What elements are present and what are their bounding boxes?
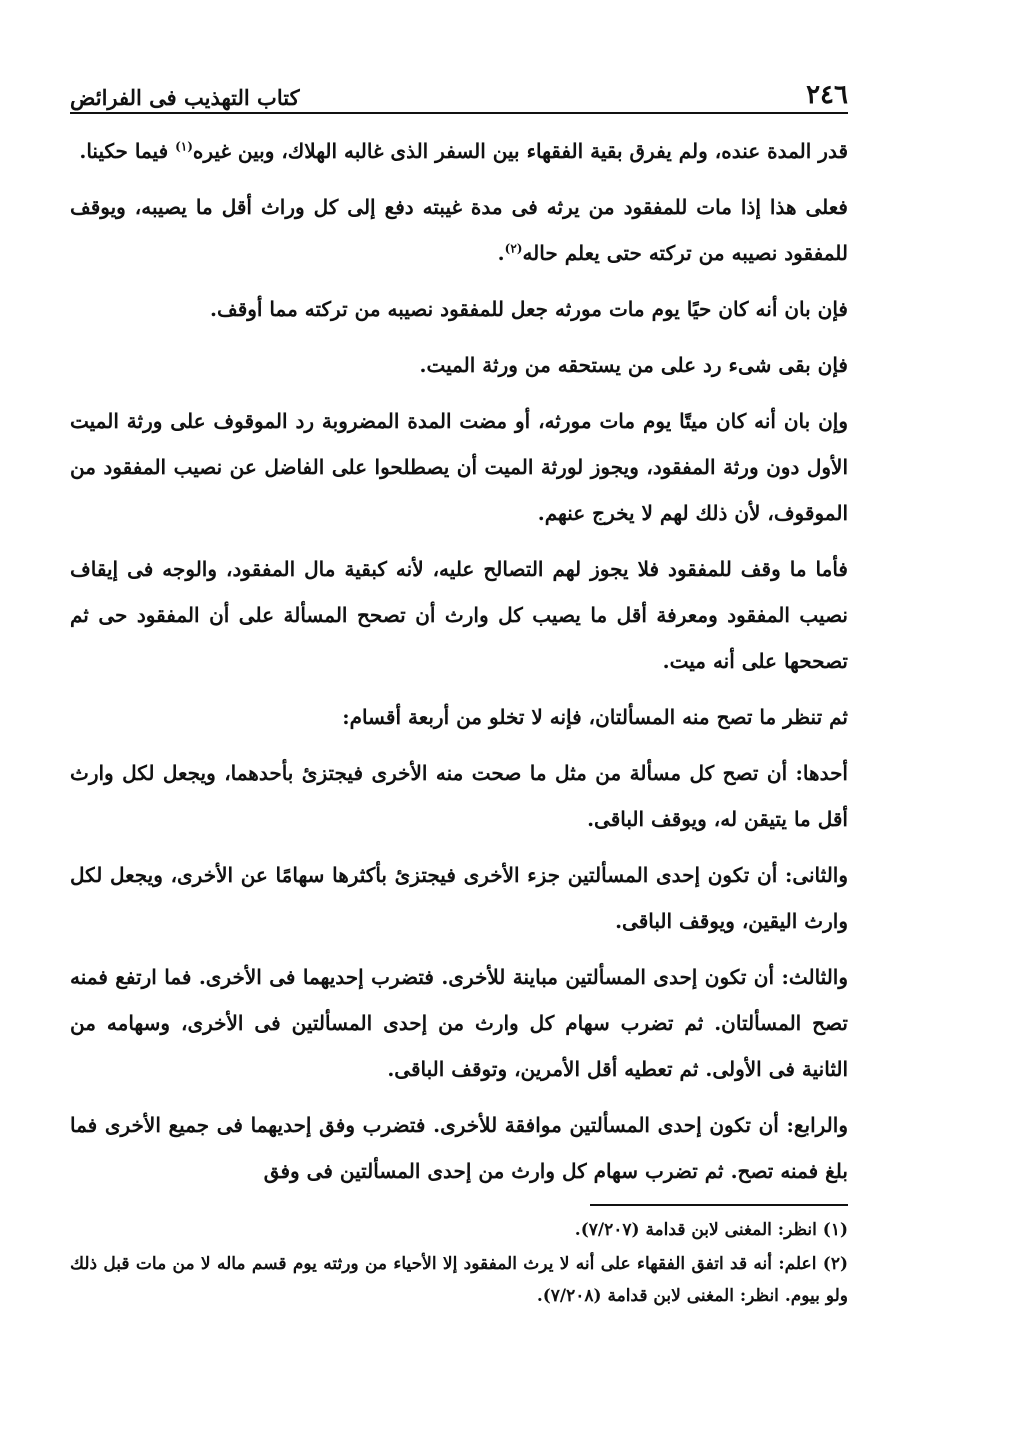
paragraph — [70, 342, 848, 388]
paragraph — [70, 546, 848, 684]
paragraph — [70, 954, 848, 1092]
paragraph — [70, 184, 848, 276]
footnote: (١) انظر: المغنى لابن قدامة (٧/٢٠٧). — [574, 1220, 848, 1240]
paragraph-text: ثم تنظر ما تصح منه المسألتان، فإنه لا تخلو من أربعة أقسام: — [342, 705, 848, 729]
footnotes — [70, 1214, 848, 1312]
footnote: (٢) اعلم: أنه قد اتفق الفقهاء على أنه لا يرث المفقود إلا الأحياء من ورثته يوم قسم ماله لا من مات قبل ذلك ولو بيوم. انظر: المغنى لابن قدامة (٧/٢٠٨). — [70, 1254, 848, 1306]
footnote-reference: (٢) — [504, 241, 523, 256]
paragraph — [70, 694, 848, 740]
paragraph-text: أن تكون إحدى المسألتين مباينة للأخرى. فتضرب إحديهما فى الأخرى. فما ارتفع فمنه تصح المسألتان. ثم تضرب سهام كل وارث من إحدى المسألتين فى الأخرى، وسهامه من الثانية فى الأولى. ثم تعطيه أقل الأمرين، وتوقف الباقى. — [70, 965, 848, 1081]
paragraph-lead: والثانى: — [777, 863, 848, 887]
footnote-reference: (١) — [175, 139, 193, 154]
page-number: ٢٤٦ — [806, 80, 848, 110]
paragraph — [70, 1102, 848, 1194]
footnote-divider — [590, 1204, 848, 1206]
paragraph-tail: . — [497, 241, 505, 265]
paragraph-text: فأما ما وقف للمفقود فلا يجوز لهم التصالح عليه، لأنه كبقية مال المفقود، والوجه فى إيقاف نصيب المفقود ومعرفة أقل ما يصيب كل وارث أن تصحح المسألة على أن المفقود حى ثم تصححها على أنه ميت. — [70, 557, 849, 673]
paragraph-text: وإن بان أنه كان ميتًا يوم مات مورثه، أو مضت المدة المضروبة رد الموقوف على ورثة الميت الأول دون ورثة المفقود، ويجوز لورثة الميت أن يصطلحوا على الفاضل عن نصيب المفقود من الموقوف، لأن ذلك لهم لا يخرج عنهم. — [70, 409, 848, 525]
main-text — [70, 128, 848, 1194]
paragraph-text: فإن بان أنه كان حيًا يوم مات مورثه جعل للمفقود نصيبه من تركته مما أوقف. — [210, 297, 848, 321]
paragraph-text: قدر المدة عنده، ولم يفرق بقية الفقهاء بين السفر الذى غالبه الهلاك، وبين غيره — [192, 139, 848, 163]
paragraph — [70, 750, 848, 842]
paragraph-text: أن تكون إحدى المسألتين موافقة للأخرى. فتضرب وفق إحديهما فى جميع الأخرى فما بلغ فمنه تصح. ثم تضرب سهام كل وارث من إحدى المسألتين فى وفق — [70, 1113, 848, 1183]
paragraph-text: فعلى هذا إذا مات للمفقود من يرثه فى مدة غيبته دفع إلى كل وراث أقل ما يصيبه، ويوقف للمفقود نصيبه من تركته حتى يعلم حاله — [70, 195, 848, 265]
paragraph-lead: أحدها: — [787, 761, 848, 785]
paragraph-tail: فيما حكينا. — [79, 139, 176, 163]
paragraph-text: فإن بقى شىء رد على من يستحقه من ورثة الميت. — [419, 353, 848, 377]
page-header — [70, 70, 848, 114]
paragraph-lead: والثالث: — [774, 965, 849, 989]
book-title: كتاب التهذيب فى الفرائض — [70, 85, 300, 110]
paragraph-text: أن تصح كل مسألة من مثل ما صحت منه الأخرى فيجتزئ بأحدهما، ويجعل لكل وارث أقل ما يتيقن له، ويوقف الباقى. — [70, 761, 848, 831]
paragraph — [70, 398, 848, 536]
paragraph-lead: والرابع: — [778, 1113, 848, 1137]
paragraph — [70, 286, 848, 332]
paragraph — [70, 852, 848, 944]
paragraph-text: أن تكون إحدى المسألتين جزء الأخرى فيجتزئ بأكثرها سهامًا عن الأخرى، ويجعل لكل وارث اليقين، ويوقف الباقى. — [70, 863, 848, 933]
book-page — [70, 70, 848, 1390]
paragraph — [70, 128, 848, 174]
